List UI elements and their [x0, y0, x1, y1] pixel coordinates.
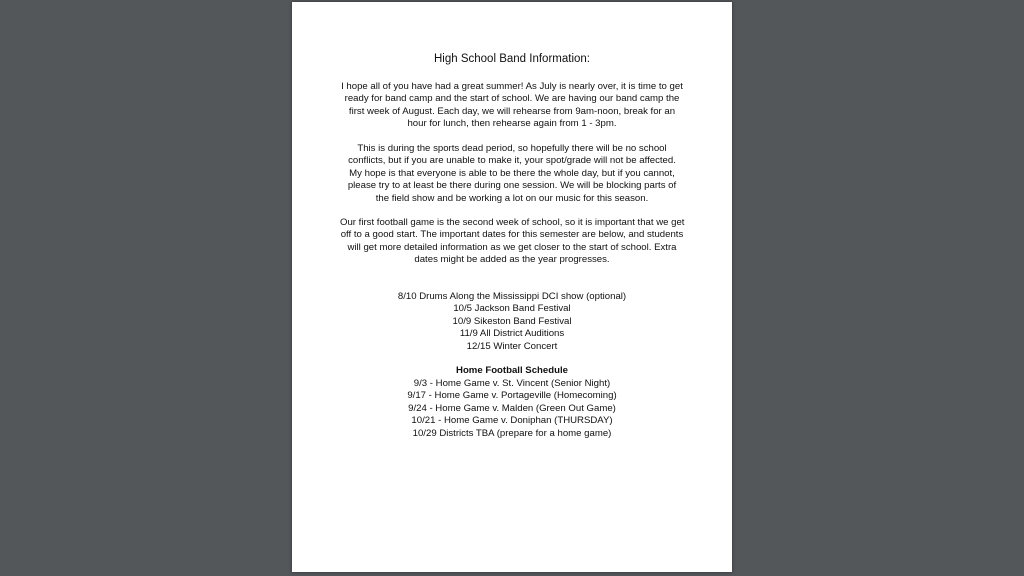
list-item: 9/3 - Home Game v. St. Vincent (Senior Night) [413, 378, 611, 389]
list-item: 9/24 - Home Game v. Malden (Green Out Game) [408, 402, 616, 414]
document-page [292, 2, 732, 572]
attendance-paragraph [340, 143, 684, 205]
football-schedule-heading: Home Football Schedule [456, 365, 568, 376]
list-item: 11/9 All District Auditions [459, 328, 565, 340]
list-item: 9/17 - Home Game v. Portageville (Homecoming) [407, 390, 617, 402]
football-schedule-list [292, 378, 732, 440]
document-title: High School Band Information: [434, 53, 590, 65]
dates-intro-paragraph [340, 217, 684, 267]
paragraph-line: conflicts, but if you are unable to make it, your spot/grade will not be affected. [348, 155, 676, 167]
paragraph-line: first week of August. Each day, we will rehearse from 9am-noon, break for an [348, 105, 676, 117]
paragraph-line: off to a good start. The important dates for this semester are below, and students [340, 229, 684, 241]
paragraph-line: the field show and be working a lot on our music for this season. [375, 192, 649, 204]
paragraph-line: My hope is that everyone is able to be there the whole day, but if you cannot, [349, 167, 675, 179]
paragraph-line: Our first football game is the second week of school, so it is important that we get [340, 217, 685, 228]
list-item: 10/29 Districts TBA (prepare for a home game) [412, 427, 612, 439]
list-item: 10/21 - Home Game v. Doniphan (THURSDAY) [411, 415, 613, 427]
list-item: 10/9 Sikeston Band Festival [452, 315, 572, 327]
list-item: 8/10 Drums Along the Mississippi DCI show (optional) [397, 291, 627, 302]
paragraph-line: ready for band camp and the start of school. We are having our band camp the [344, 93, 680, 105]
important-dates-list [292, 291, 732, 353]
paragraph-line: This is during the sports dead period, so hopefully there will be no school [357, 143, 667, 154]
intro-paragraph [340, 81, 684, 131]
paragraph-line: I hope all of you have had a great summer! As July is nearly over, it is time to get [341, 81, 683, 92]
paragraph-line: please try to at least be there during one session. We will be blocking parts of [347, 180, 677, 192]
list-item: 10/5 Jackson Band Festival [453, 303, 571, 315]
paragraph-line: dates might be added as the year progresses. [414, 254, 610, 266]
list-item: 12/15 Winter Concert [466, 340, 558, 352]
paragraph-line: hour for lunch, then rehearse again from 1 - 3pm. [407, 118, 617, 130]
paragraph-line: will get more detailed information as we get closer to the start of school. Extra [347, 241, 677, 253]
